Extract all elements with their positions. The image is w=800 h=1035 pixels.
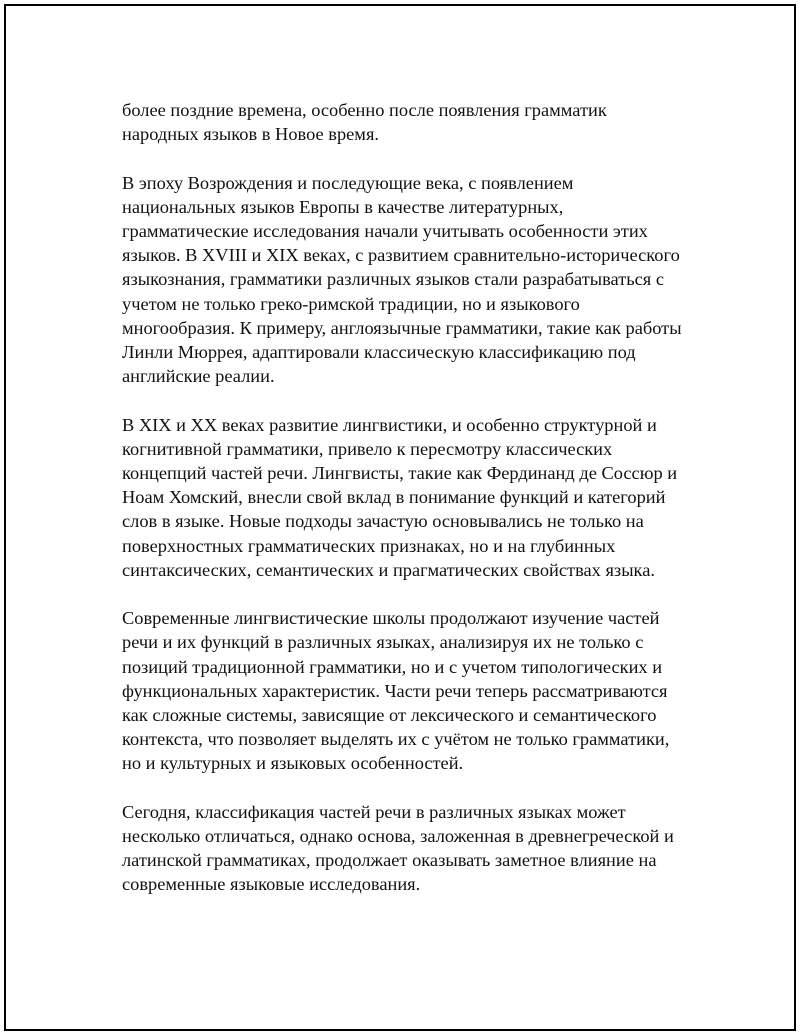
document-body — [122, 98, 722, 897]
paragraph-5: Сегодня, классификация частей речи в различных языках может несколько отличаться, однако основа, заложенная в древнегреческой и латинской грамматиках, продолжает оказывать заметное влияние на современные языковые исследования. — [122, 801, 674, 895]
page-frame — [4, 4, 796, 1031]
paragraph-3: В XIX и XX веках развитие лингвистики, и особенно структурной и когнитивной грамматики, привело к пересмотру классических концепций частей речи. Лингвисты, такие как Фердинанд де Соссюр и Ноам Хомский, внесли свой вклад в понимание функций и категорий слов в языке. Новые подходы зачастую основывались не только на поверхностных грамматических признаках, но и на глубинных синтаксических, семантических и прагматических свойствах языка. — [122, 414, 678, 580]
paragraph-4: Современные лингвистические школы продолжают изучение частей речи и их функций в различных языках, анализируя их не только с позиций традиционной грамматики, но и с учетом типологических и функциональных характеристик. Части речи теперь рассматриваются как сложные системы, зависящие от лексического и семантического контекста, что позволяет выделять их с учётом не только грамматики, но и культурных и языковых особенностей. — [122, 608, 670, 774]
paragraph-1: более поздние времена, особенно после появления грамматик народных языков в Новое время. — [122, 100, 607, 145]
paragraph-2: В эпоху Возрождения и последующие века, с появлением национальных языков Европы в качестве литературных, грамматические исследования начали учитывать особенности этих языков. В XVIII и XIX веках, с развитием сравнительно-исторического языкознания, грамматики различных языков стали разрабатываться с учетом не только греко-римской традиции, но и языкового многообразия. К примеру, англоязычные грамматики, такие как работы Линли Мюррея, адаптировали классическую классификацию под английские реалии. — [122, 172, 682, 387]
